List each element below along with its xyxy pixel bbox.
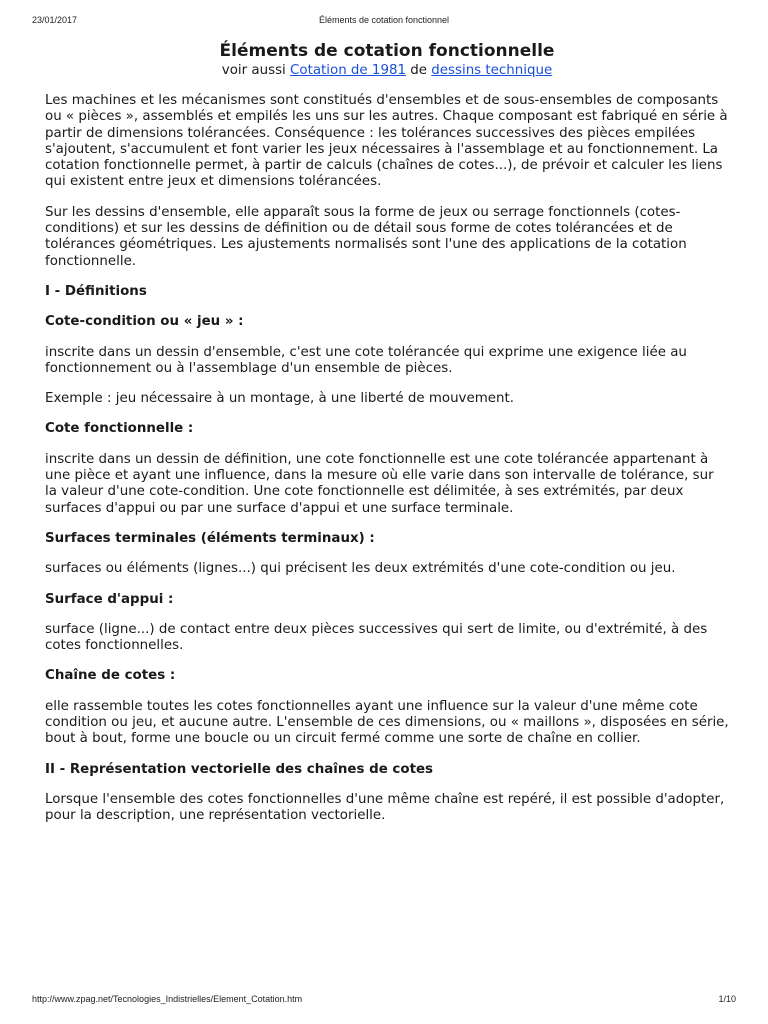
cote-fonctionnelle-heading: Cote fonctionnelle :	[45, 421, 194, 437]
section-definitions-heading: I - Définitions	[45, 283, 147, 299]
section-representation-text: Lorsque l'ensemble des cotes fonctionnelles d'une même chaîne est repéré, il est possible d'adopter, pour la description, une représentation vectorielle.	[45, 791, 725, 824]
cote-condition-heading: Cote-condition ou « jeu » :	[45, 314, 244, 330]
section-representation-heading: II - Représentation vectorielle des chaînes de cotes	[45, 761, 434, 777]
chaine-cotes-heading: Chaîne de cotes :	[45, 668, 176, 684]
surface-appui-text: surface (ligne...) de contact entre deux pièces successives qui sert de limite, ou d'extrémité, à des cotes fonctionnelles.	[45, 621, 708, 654]
surface-appui-heading: Surface d'appui :	[45, 591, 174, 607]
cotation-1981-link[interactable]: Cotation de 1981	[290, 63, 407, 78]
print-footer	[32, 994, 736, 1008]
dessins-technique-link[interactable]: dessins technique	[431, 63, 553, 78]
subtitle	[45, 62, 729, 80]
document-body	[45, 40, 729, 839]
chaine-cotes-text: elle rassemble toutes les cotes fonctionnelles ayant une influence sur la valeur d'une même cote condition ou jeu, et aucune autre. L'ensemble de ces dimensions, ou « maillons », disposées en série, bout à bout, forme une boucle ou un circuit fermé comme une sorte de chaîne en collier.	[45, 698, 729, 747]
intro-paragraph-1: Les machines et les mécanismes sont constitués d'ensembles et de sous-ensembles de composants ou « pièces », assemblés et empilés les uns sur les autres. Chaque composant est fabriqué en série à partir de dimensions tolérancées. Conséquence : les tolérances successives des pièces empilées s'ajoutent, s'accumulent et font varier les jeux nécessaires à l'assemblage et au fonctionnement. La cotation fonctionnelle permet, à partir de calculs (chaînes de cotes...), de prévoir et calculer les liens qui existent entre jeux et dimensions tolérancées.	[45, 93, 728, 190]
print-header	[32, 15, 736, 29]
surfaces-terminales-heading: Surfaces terminales (éléments terminaux) :	[45, 530, 375, 546]
subtitle-prefix: voir aussi	[221, 63, 291, 78]
cote-condition-example: Exemple : jeu nécessaire à un montage, à une liberté de mouvement.	[45, 391, 514, 407]
subtitle-middle: de	[406, 63, 432, 78]
print-url: http://www.zpag.net/Tecnologies_Indistrielles/Element_Cotation.htm	[32, 994, 303, 1004]
surfaces-terminales-text: surfaces ou éléments (lignes...) qui précisent les deux extrémités d'une cote-condition ou jeu.	[45, 561, 676, 577]
print-date: 23/01/2017	[32, 15, 78, 25]
print-page-title: Éléments de cotation fonctionnel	[318, 15, 450, 25]
page-title: Éléments de cotation fonctionnelle	[219, 41, 555, 61]
cote-fonctionnelle-text: inscrite dans un dessin de définition, une cote fonctionnelle est une cote tolérancée appartenant à une pièce et ayant une influence, dans la mesure où elle varie dans son intervalle de tolérance, sur la valeur d'une cote-condition. Une cote fonctionnelle est délimitée, à ses extrémités, par deux surfaces d'appui ou par une surface d'appui et une surface terminale.	[45, 451, 714, 516]
cote-condition-text: inscrite dans un dessin d'ensemble, c'est une cote tolérancée qui exprime une exigence liée au fonctionnement ou à l'assemblage d'un ensemble de pièces.	[45, 344, 687, 376]
page-number: 1/10	[718, 994, 736, 1004]
intro-paragraph-2: Sur les dessins d'ensemble, elle apparaît sous la forme de jeux ou serrage fonctionnels (cotes-conditions) et sur les dessins de définition ou de détail sous forme de cotes tolérancées et de tolérances géométriques. Les ajustements normalisés sont l'une des applications de la cotation fonctionnelle.	[45, 204, 687, 269]
